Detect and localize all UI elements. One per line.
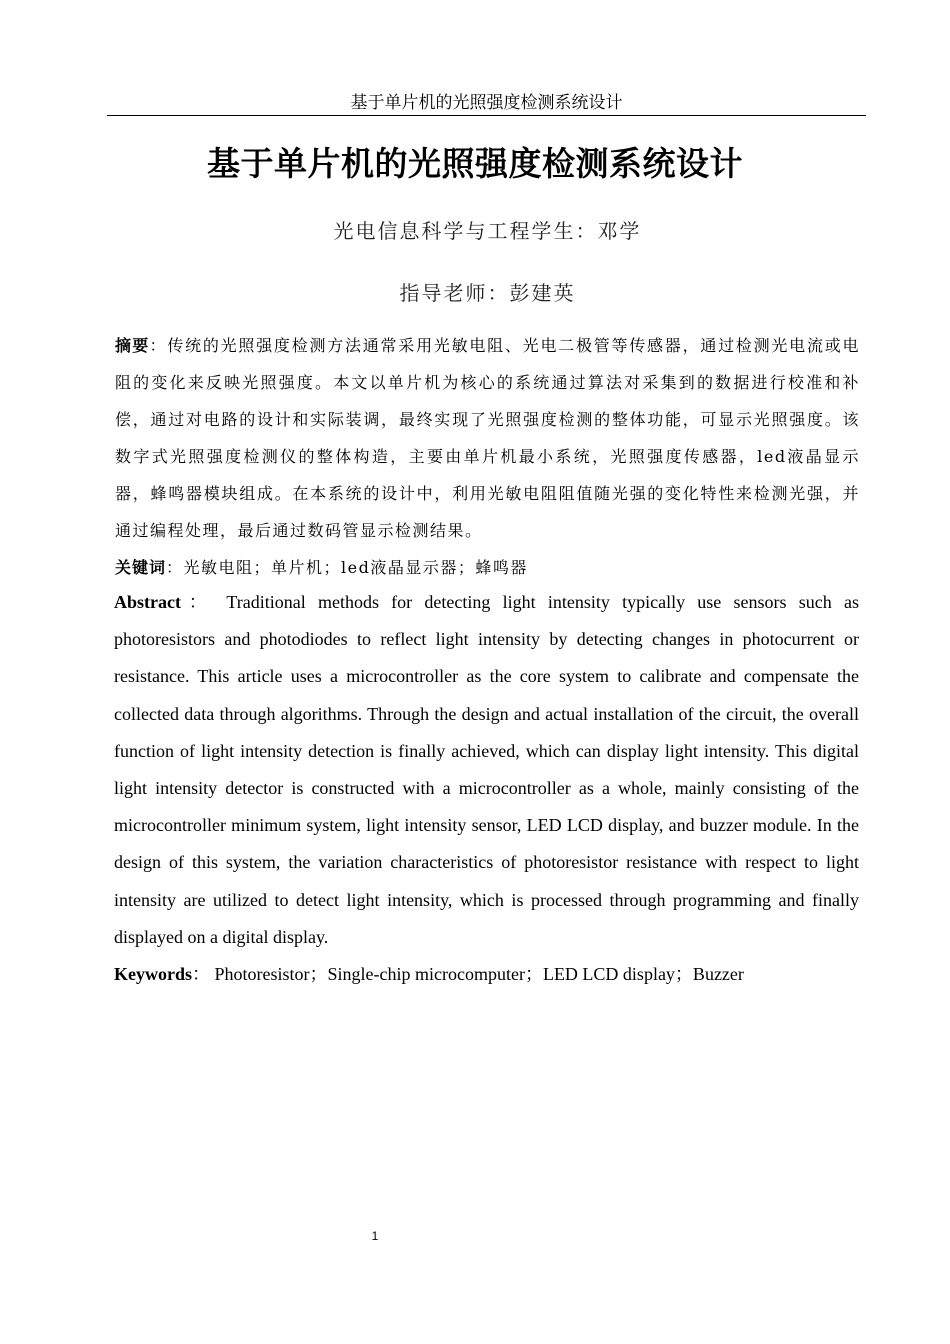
english-abstract-text: Traditional methods for detecting light intensity typically use sensors such as photoresistors and photodiodes to reflect light intensity by detecting changes in photocurrent or resistance. This article uses a microcontroller as the core system to calibrate and compensate the collected data through algorithms. Through the design and actual installation of the circuit, the overall function of light intensity detection is finally achieved, which can display light intensity. This digital light intensity detector is constructed with a microcontroller as a whole, mainly consisting of the microcontroller minimum system, light intensity sensor, LED LCD display, and buzzer module. In the design of this system, the variation characteristics of photoresistor resistance with respect to light intensity are utilized to detect light intensity, which is processed through programming and finally displayed on a digital display. xyxy=(114,592,859,947)
chinese-keywords-label: 关键词 xyxy=(115,558,167,577)
english-abstract-label: Abstract xyxy=(114,592,181,612)
english-keywords xyxy=(114,956,859,993)
running-header: 基于单片机的光照强度检测系统设计 xyxy=(350,93,623,113)
english-abstract-separator: ： xyxy=(180,592,227,612)
english-keywords-label: Keywords xyxy=(114,964,192,985)
advisor-line: 指导老师：彭建英 xyxy=(399,281,576,305)
chinese-abstract-section xyxy=(115,327,860,586)
chinese-abstract-separator: ： xyxy=(149,336,168,355)
chinese-keywords-text: 光敏电阻；单片机；led液晶显示器；蜂鸣器 xyxy=(183,558,528,577)
english-abstract xyxy=(114,584,859,956)
chinese-keywords xyxy=(115,549,860,586)
chinese-abstract xyxy=(115,327,860,549)
header-rule xyxy=(107,115,866,116)
english-abstract-section xyxy=(114,584,859,993)
paper-title: 基于单片机的光照强度检测系统设计 xyxy=(207,144,743,183)
english-keywords-text: Photoresistor；Single-chip microcomputer；LED LCD display；Buzzer xyxy=(214,964,744,985)
student-author-line: 光电信息科学与工程学生：邓学 xyxy=(333,219,642,243)
chinese-keywords-separator: ： xyxy=(166,558,184,577)
page-number: 1 xyxy=(371,1229,379,1243)
chinese-abstract-label: 摘要 xyxy=(115,336,150,355)
chinese-abstract-text: 传统的光照强度检测方法通常采用光敏电阻、光电二极管等传感器，通过检测光电流或电阻的变化来反映光照强度。本文以单片机为核心的系统通过算法对采集到的数据进行校准和补偿，通过对电路的设计和实际装调，最终实现了光照强度检测的整体功能，可显示光照强度。该数字式光照强度检测仪的整体构造，主要由单片机最小系统，光照强度传感器，led液晶显示器，蜂鸣器模块组成。在本系统的设计中，利用光敏电阻阻值随光强的变化特性来检测光强，并通过编程处理，最后通过数码管显示检测结果。 xyxy=(115,336,860,540)
english-keywords-separator: ： xyxy=(192,964,215,985)
